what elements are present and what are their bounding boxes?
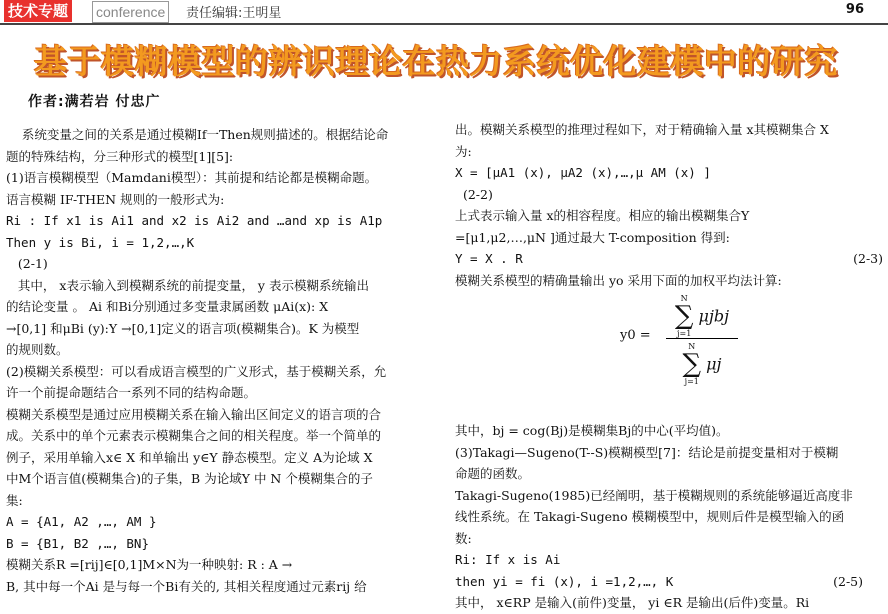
sigma-symbol: ∑	[682, 349, 702, 379]
text-line	[455, 571, 883, 593]
text-line: 集:	[6, 492, 23, 508]
text-line: Then y is Bi, i = 1,2,…,K	[6, 234, 195, 250]
text-line: Takagi-Sugeno(1985)已经阐明，基于模糊规则的系统能够逼近高度非	[455, 487, 853, 503]
text-line: 成。关系中的单个元素表示模糊集合之间的相关程度。举一个简单的	[6, 428, 382, 443]
text-line: 题的特殊结构，分三种形式的模型[1][5]:	[6, 148, 234, 164]
text-line: (2)模糊关系模型：可以看成语言模型的广义形式，基于模糊关系，允	[6, 363, 387, 379]
equation-number: (2-3)	[853, 251, 883, 266]
text-line: →[0,1] 和μBi (y):Y →[0,1]定义的语言项(模糊集合)。K 为模型	[6, 320, 360, 336]
text-line: B = {B1, B2 ,…, BN}	[6, 535, 149, 551]
text-line: 的规则数。	[6, 342, 69, 357]
text-line: A = {A1, A2 ,…, AM }	[6, 514, 157, 529]
text-line: (3)Takagi—Sugeno(T--S)模糊模型[7]：结论是前提变量相对于模糊	[455, 444, 839, 460]
text-line: Ri: If x is Ai	[455, 552, 561, 567]
header-rule	[0, 23, 888, 25]
text-line: X = [μA1 (x), μA2 (x),…,μ AM (x) ]	[455, 165, 711, 180]
text-line: 系统变量之间的关系是通过模糊If一Then规则描述的。根据结论命	[6, 127, 389, 142]
text-line: Ri : If x1 is Ai1 and x2 is Ai2 and …and xp is A1p	[6, 213, 383, 228]
page-header	[0, 0, 888, 22]
text-line: 模糊关系模型的精确量输出 yo 采用下面的加权平均法计算:	[455, 272, 782, 288]
text-line: 的结论变量 。 Ai 和Bi分别通过多变量隶属函数 μAi(x): X	[6, 299, 329, 314]
text-line: 许一个前提命题结合一系列不同的结构命题。	[6, 385, 257, 400]
text-line: 模糊关系R =[rij]∈[0,1]M×N为一种映射: R : A →	[6, 557, 293, 572]
text-line: 为:	[455, 143, 472, 159]
text-line: 其中，bj = cog(Bj)是模糊集Bj的中心(平均值)。	[455, 423, 729, 438]
weighted-average-formula	[620, 290, 840, 386]
text-line: 上式表示输入量 x的相容程度。相应的输出模糊集合Y	[455, 208, 750, 223]
denominator-term: μj	[706, 354, 722, 374]
text-line: 模糊关系模型是通过应用模糊关系在输入输出区间定义的语言项的合	[6, 406, 382, 422]
formula-lhs: y0 =	[620, 328, 651, 343]
text-line: (2-1)	[6, 256, 48, 271]
sum-upper-limit: N	[688, 342, 696, 351]
text-line: 其中， x∈RP 是输入(前件)变量， yi ∈R 是输出(后件)变量。Ri	[455, 595, 810, 610]
formula-denominator	[666, 342, 738, 386]
section-tag: 技术专题	[4, 0, 72, 22]
sigma-symbol: ∑	[674, 301, 694, 331]
text-line: B, 其中每一个Ai 是与每一个Bi有关的, 其相关程度通过元素rij 给	[6, 578, 367, 594]
equation-text: then yi = fi (x), i =1,2,…, K	[455, 573, 674, 589]
text-line: 例子，采用单输入x∈ X 和单输出 y∈Y 静态模型。定义 A为论域 X	[6, 449, 373, 465]
fraction-bar	[666, 338, 738, 339]
left-column	[6, 124, 438, 597]
equation-text: Y = X . R	[455, 251, 523, 266]
text-line: 线性系统。在 Takagi-Sugeno 模糊模型中，规则后件是模型输入的函	[455, 509, 845, 524]
text-line: (1)语言模糊模型（Mamdani模型）：其前提和结论都是模糊命题。	[6, 170, 378, 185]
article-authors: 作者:满若岩 付忠广	[28, 94, 161, 110]
text-line: 出。模糊关系模型的推理过程如下，对于精确输入量 x其模糊集合 X	[455, 122, 829, 137]
formula-numerator	[666, 294, 738, 338]
numerator-term: μjbj	[698, 306, 730, 326]
text-line: 数:	[455, 530, 472, 546]
sum-upper-limit: N	[680, 294, 688, 303]
conference-label: conference	[92, 1, 169, 23]
text-line: (2-2)	[455, 186, 493, 202]
text-line: 其中， x表示输入到模糊系统的前提变量， y 表示模糊系统输出	[6, 277, 369, 293]
editor-credit: 责任编辑:王明星	[186, 6, 282, 21]
text-line: 命题的函数。	[455, 466, 531, 481]
text-line: 语言模糊 IF-THEN 规则的一般形式为:	[6, 191, 225, 207]
text-line: 中M个语言值(模糊集合)的子集，B 为论域Y 中 N 个模糊集合的子	[6, 471, 373, 486]
text-line: =[μ1,μ2,…,μN ]通过最大 T-composition 得到:	[455, 229, 730, 245]
text-line	[455, 248, 883, 270]
article-title: 基于模糊模型的辨识理论在热力系统优化建模中的研究	[34, 42, 838, 81]
sum-lower-limit: j=1	[684, 377, 699, 386]
equation-number: (2-5)	[833, 573, 863, 589]
page-number: 96	[845, 2, 864, 17]
sum-lower-limit: j=1	[677, 329, 692, 338]
